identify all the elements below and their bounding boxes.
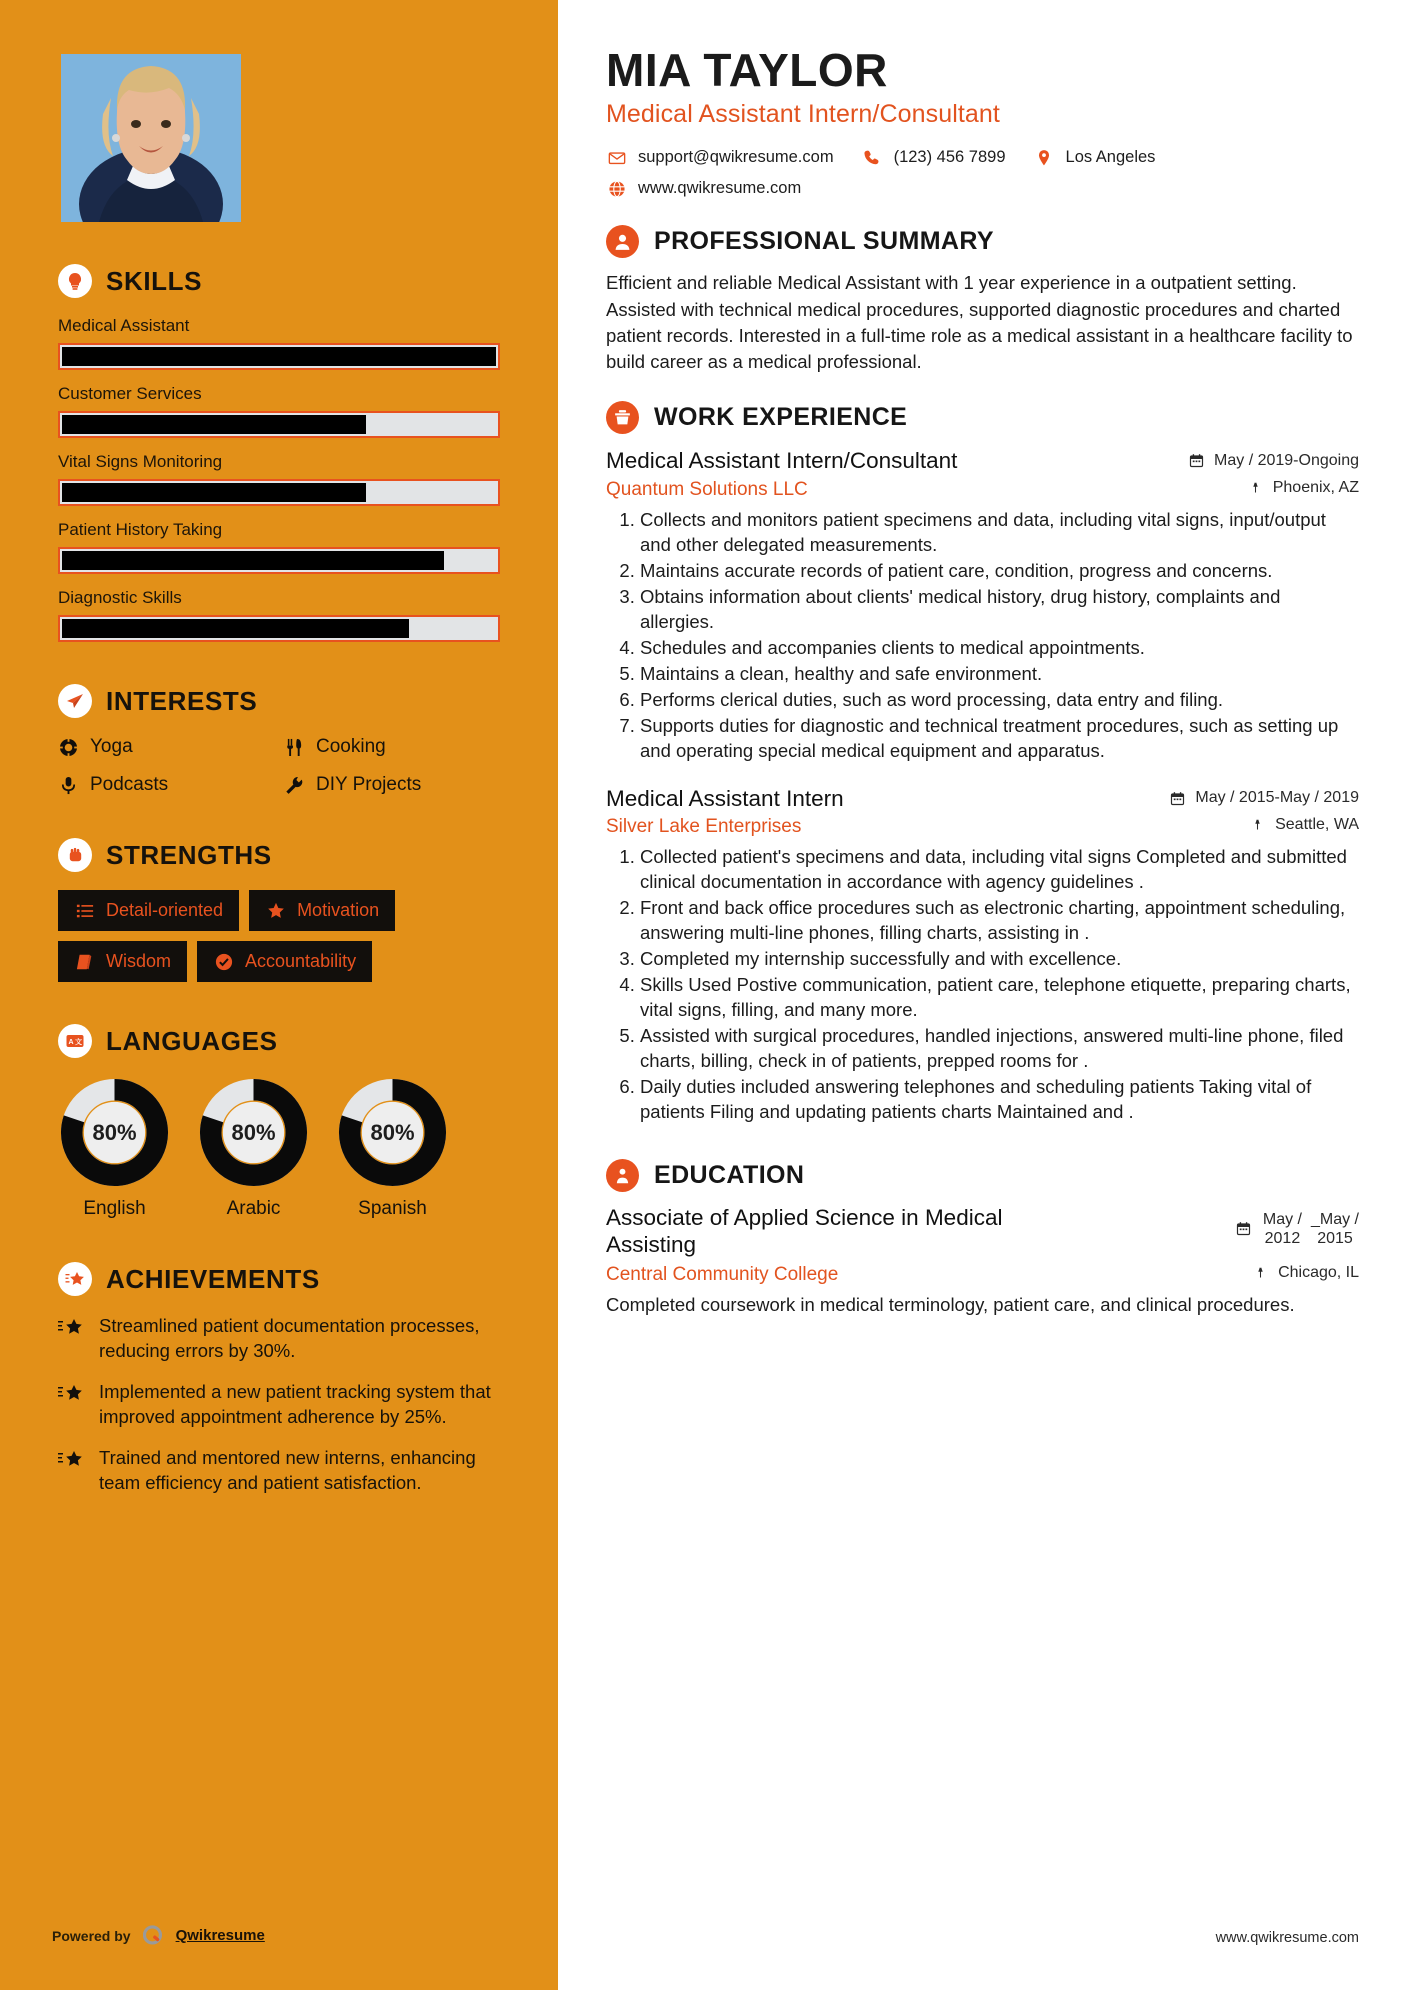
skill-bar (58, 411, 500, 438)
work-bullet-list (606, 845, 1359, 1125)
interests-list (58, 736, 500, 796)
education-degree: Associate of Applied Science in Medical Assisting (606, 1204, 1003, 1258)
strength-item (58, 890, 239, 931)
skill-label: Vital Signs Monitoring (58, 452, 223, 471)
calendar-icon (1167, 788, 1188, 809)
interest-label: Cooking (316, 736, 386, 757)
languages-list (58, 1076, 500, 1220)
strengths-list (58, 890, 500, 982)
qwikresume-link[interactable]: Qwikresume (175, 1927, 265, 1944)
education-start-date (1263, 1210, 1302, 1248)
strength-item (249, 890, 395, 931)
education-dates (1233, 1204, 1359, 1248)
work-date (1167, 788, 1359, 809)
wrench-icon (284, 775, 305, 796)
contact-website[interactable] (606, 178, 801, 199)
skill-bar-fill (62, 347, 496, 366)
skill-label: Medical Assistant (58, 316, 190, 335)
education-end-year: 2015 (1317, 1229, 1353, 1247)
work-bullet: 2. Front and back office procedures such as electronic charting, appointment scheduling, answering multi-line phones, filling charts, assisting in . (640, 896, 1359, 946)
work-bullet: 3. Completed my internship successfully and with excellence. (640, 947, 1359, 972)
strengths-section-header (58, 838, 500, 872)
languages-title: LANGUAGES (106, 1025, 278, 1056)
work-bullet: 1. Collects and monitors patient specimens and data, including vital signs, input/output and other delegated measurements. (640, 508, 1359, 558)
sidebar (0, 0, 558, 1990)
language-item (197, 1076, 310, 1220)
contact-row (606, 178, 1359, 199)
language-percent: 80% (92, 1119, 137, 1145)
education-location-text: Chicago, IL (1278, 1264, 1359, 1282)
fist-icon (58, 838, 92, 872)
work-entry (606, 448, 1359, 763)
calendar-icon (1186, 450, 1207, 471)
work-location-text: Seattle, WA (1275, 816, 1359, 834)
profile-photo (61, 54, 241, 222)
summary-text: Efficient and reliable Medical Assistant with 1 year experience in a outpatient setting. Assisted with technical medical procedures, supported diagnostic procedures and charted patient records. Interested in a full-time role as a medical assistant in a healthcare facility to build career as a medical professional. (606, 272, 1353, 373)
work-date-text: May / 2015-May / 2019 (1195, 789, 1359, 807)
language-label: English (83, 1198, 146, 1219)
education-school: Central Community College (606, 1264, 839, 1286)
shooting-star-icon (58, 1262, 92, 1296)
contact-location-text: Los Angeles (1065, 148, 1156, 167)
skill-label: Diagnostic Skills (58, 588, 182, 607)
interest-item (58, 736, 274, 758)
interests-title: INTERESTS (106, 685, 258, 716)
work-company: Quantum Solutions LLC (606, 478, 808, 500)
powered-by-footer (52, 1925, 265, 1946)
achievements-section-header (58, 1262, 500, 1296)
page-title: MIA TAYLOR (606, 44, 888, 96)
star-icon (265, 900, 286, 921)
calendar-icon (1233, 1218, 1254, 1239)
language-percent: 80% (370, 1119, 415, 1145)
work-entry-subheader (606, 477, 1359, 501)
interest-label: Yoga (90, 736, 133, 757)
work-bullet: 3. Obtains information about clients' medical history, drug history, complaints and allergies. (640, 585, 1359, 635)
main-content (558, 0, 1407, 1990)
education-location (1250, 1263, 1359, 1284)
work-company: Silver Lake Enterprises (606, 816, 802, 838)
education-entry (606, 1204, 1359, 1318)
interest-item (284, 736, 500, 758)
svg-text:A: A (68, 1039, 74, 1046)
skills-list (58, 316, 500, 642)
location-pin-icon (1034, 147, 1055, 168)
book-icon (74, 951, 95, 972)
work-bullet-list (606, 508, 1359, 764)
education-start-month: May / (1262, 1210, 1302, 1228)
skills-section-header (58, 264, 500, 298)
strength-label: Detail-oriented (106, 900, 224, 920)
strength-label: Wisdom (106, 951, 172, 971)
envelope-icon (606, 147, 627, 168)
life-ring-icon (58, 737, 79, 758)
language-item (336, 1076, 449, 1220)
shooting-star-icon (58, 1380, 86, 1408)
powered-by-label: Powered by (52, 1927, 131, 1944)
work-bullet: 5. Assisted with surgical procedures, handled injections, answered multi-line phone, filed charts, billing, check in of patients, prepped rooms for . (640, 1024, 1359, 1074)
achievement-item (58, 1314, 500, 1363)
main-footer-url: www.qwikresume.com (1215, 1930, 1359, 1946)
languages-section-header (58, 1024, 500, 1058)
svg-text:文: 文 (75, 1039, 82, 1046)
skill-bar (58, 547, 500, 574)
skill-bar (58, 615, 500, 642)
user-circle-icon (606, 225, 639, 258)
education-entry-subheader (606, 1263, 1359, 1287)
interest-label: DIY Projects (316, 774, 422, 795)
interests-section-header (58, 684, 500, 718)
map-pin-icon (1250, 1263, 1271, 1284)
work-entry (606, 786, 1359, 1125)
skill-item (58, 588, 500, 642)
shooting-star-icon (58, 1314, 86, 1342)
work-entry-subheader (606, 815, 1359, 839)
list-icon (74, 900, 95, 921)
summary-section-header (606, 225, 1359, 258)
work-job-title: Medical Assistant Intern (606, 785, 844, 811)
achievements-list (58, 1314, 500, 1496)
language-label: Spanish (358, 1198, 427, 1219)
education-end-month: _May / (1310, 1210, 1359, 1228)
contact-email[interactable] (606, 147, 834, 168)
contact-email-text: support@qwikresume.com (638, 148, 834, 167)
globe-icon (606, 178, 627, 199)
work-location (1247, 815, 1359, 836)
skill-bar-fill (62, 483, 366, 502)
language-donut (58, 1076, 171, 1189)
strength-label: Accountability (245, 951, 357, 971)
work-bullet: 6. Performs clerical duties, such as word processing, data entry and filing. (640, 688, 1359, 713)
skill-bar-fill (62, 619, 409, 638)
education-entry-header (606, 1204, 1359, 1259)
language-donut (336, 1076, 449, 1189)
skill-item (58, 384, 500, 438)
achievement-text: Trained and mentored new interns, enhancing team efficiency and patient satisfaction. (99, 1447, 476, 1493)
strength-item (58, 941, 187, 982)
work-bullet: 6. Daily duties included answering telephones and scheduling patients Taking vital of patients Filing and updating patients charts Maintained and . (640, 1075, 1359, 1125)
achievement-text: Streamlined patient documentation processes, reducing errors by 30%. (99, 1315, 480, 1361)
work-location-text: Phoenix, AZ (1272, 478, 1359, 496)
skill-bar-fill (62, 415, 366, 434)
skill-label: Customer Services (58, 384, 202, 403)
utensils-icon (284, 737, 305, 758)
education-start-year: 2012 (1264, 1229, 1301, 1247)
graduation-icon (606, 1159, 639, 1192)
work-entry-header (606, 448, 1359, 474)
interest-item (284, 774, 500, 796)
contact-location (1034, 147, 1156, 168)
language-label: Arabic (226, 1198, 281, 1219)
work-entry-header (606, 786, 1359, 812)
shooting-star-icon (58, 1446, 86, 1474)
contact-info (606, 147, 1359, 199)
achievement-item (58, 1446, 500, 1495)
achievement-text: Implemented a new patient tracking system that improved appointment adherence by 25%. (99, 1381, 491, 1427)
skill-label: Patient History Taking (58, 520, 223, 539)
phone-icon (862, 147, 883, 168)
skill-bar (58, 343, 500, 370)
summary-title: PROFESSIONAL SUMMARY (654, 227, 994, 256)
map-pin-icon (1247, 815, 1268, 836)
skill-bar-fill (62, 551, 444, 570)
work-bullet: 7. Supports duties for diagnostic and technical treatment procedures, such as setting up and operating special medical equipment and apparatus. (640, 714, 1359, 764)
skill-item (58, 316, 500, 370)
interest-label: Podcasts (90, 774, 169, 795)
microphone-icon (58, 775, 79, 796)
skill-bar (58, 479, 500, 506)
language-percent: 80% (231, 1119, 276, 1145)
contact-website-text: www.qwikresume.com (638, 179, 802, 198)
work-date-text: May / 2019-Ongoing (1214, 451, 1359, 469)
work-title: WORK EXPERIENCE (654, 403, 908, 432)
work-bullet: 1. Collected patient's specimens and data, including vital signs Completed and submitted clinical documentation in accordance with agency guidelines . (640, 845, 1359, 895)
contact-row (606, 147, 1359, 168)
work-location (1245, 477, 1359, 498)
work-bullet: 2. Maintains accurate records of patient care, condition, progress and concerns. (640, 559, 1359, 584)
map-pin-icon (1245, 477, 1266, 498)
education-description: Completed coursework in medical terminology, patient care, and clinical procedures. (606, 1294, 1295, 1316)
strengths-title: STRENGTHS (106, 839, 272, 870)
education-section-header (606, 1159, 1359, 1192)
lightbulb-icon (58, 264, 92, 298)
skills-title: SKILLS (106, 265, 203, 296)
translate-icon (58, 1024, 92, 1058)
language-donut (197, 1076, 310, 1189)
education-title: EDUCATION (654, 1160, 805, 1189)
work-bullet: 4. Skills Used Postive communication, patient care, telephone etiquette, preparing charts, vital signs, filling, and many more. (640, 973, 1359, 1023)
work-bullet: 5. Maintains a clean, healthy and safe environment. (640, 662, 1359, 687)
check-circle-icon (213, 951, 234, 972)
interest-item (58, 774, 274, 796)
achievement-item (58, 1380, 500, 1429)
contact-phone[interactable] (862, 147, 1006, 168)
qwikresume-logo-icon (143, 1925, 164, 1946)
work-section-header (606, 401, 1359, 434)
paper-plane-icon (58, 684, 92, 718)
job-role-subtitle: Medical Assistant Intern/Consultant (606, 100, 1000, 129)
contact-phone-text: (123) 456 7899 (893, 148, 1006, 167)
work-date (1186, 450, 1359, 471)
work-job-title: Medical Assistant Intern/Consultant (606, 448, 958, 474)
work-bullet: 4. Schedules and accompanies clients to medical appointments. (640, 636, 1359, 661)
education-end-date (1311, 1210, 1359, 1248)
achievements-title: ACHIEVEMENTS (106, 1263, 320, 1294)
skill-item (58, 520, 500, 574)
strength-label: Motivation (297, 900, 380, 920)
briefcase-icon (606, 401, 639, 434)
skill-item (58, 452, 500, 506)
language-item (58, 1076, 171, 1220)
strength-item (197, 941, 372, 982)
